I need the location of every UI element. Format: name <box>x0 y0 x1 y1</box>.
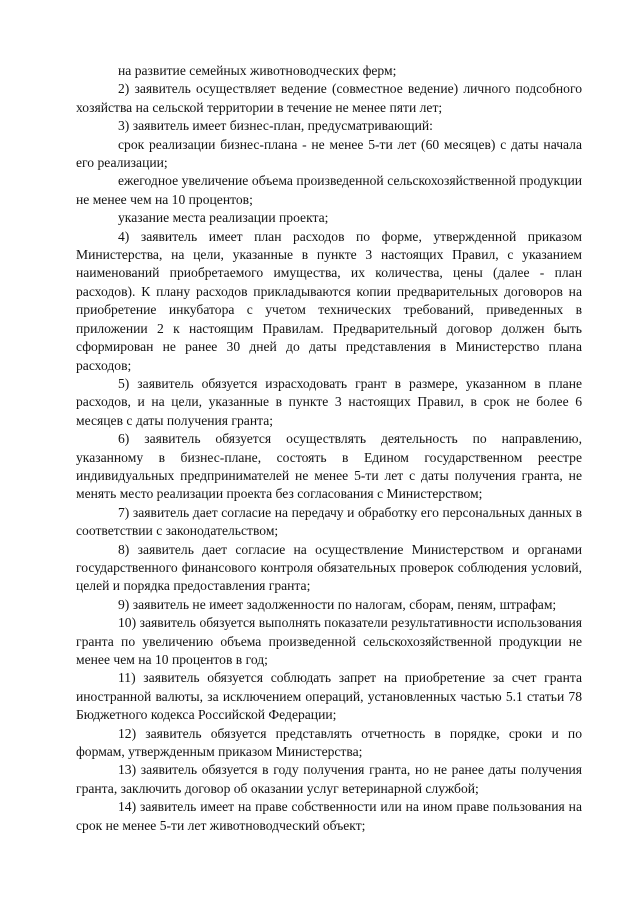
paragraph-item-9: 9) заявитель не имеет задолженности по налогам, сборам, пеням, штрафам; <box>118 596 557 612</box>
paragraph-subitem-increase: ежегодное увеличение объема произведенной сельскохозяйственной продукции не менее чем на 10 процентов; <box>76 173 582 207</box>
paragraph-item-3: 3) заявитель имеет бизнес-план, предусматривающий: <box>118 118 433 134</box>
paragraph-item-7: 7) заявитель дает согласие на передачу и обработку его персональных данных в соответствии с законодательством; <box>76 504 582 539</box>
paragraph-item-12: 12) заявитель обязуется представлять отчетность в порядке, сроки и по формам, утвержденным приказом Министерства; <box>76 725 582 760</box>
paragraph-item-2: 2) заявитель осуществляет ведение (совместное ведение) личного подсобного хозяйства на сельской территории в течение не менее пяти лет; <box>76 81 582 115</box>
paragraph-item-11: 11) заявитель обязуется соблюдать запрет на приобретение за счет гранта иностранной валюты, за исключением операций, установленных частью 5.1 статьи 78 Бюджетного кодекса Российской Федерации; <box>76 670 582 723</box>
paragraph-subitem-term: срок реализации бизнес-плана - не менее 5-ти лет (60 месяцев) с даты начала его реализации; <box>76 136 582 171</box>
document-page <box>76 62 582 835</box>
paragraph-item-8: 8) заявитель дает согласие на осуществление Министерством и органами государственного финансового контроля обязательных проверок соблюдения условий, целей и порядка предоставления гранта; <box>76 541 582 594</box>
paragraph-item-6: 6) заявитель обязуется осуществлять деятельность по направлению, указанному в бизнес-плане, состоять в Едином государственном реестре индивидуальных предпринимателей не менее 5-ти лет с даты получения гранта, не менять место реализации проекта без согласования с Министерством; <box>76 431 582 502</box>
paragraph-item-5: 5) заявитель обязуется израсходовать грант в размере, указанном в плане расходов, и на цели, указанные в пункте 3 настоящих Правил, в срок не более 6 месяцев с даты получения гранта; <box>76 375 582 428</box>
paragraph-subitem-location: указание места реализации проекта; <box>118 210 329 226</box>
paragraph-item-13: 13) заявитель обязуется в году получения гранта, но не ранее даты получения гранта, заключить договор об оказании услуг ветеринарной службой; <box>76 762 582 796</box>
paragraph-continuation: на развитие семейных животноводческих ферм; <box>118 63 397 78</box>
paragraph-item-4: 4) заявитель имеет план расходов по форме, утвержденной приказом Министерства, на цели, указанные в пункте 3 настоящих Правил, с указанием наименований приобретаемого имущества, их количества, цены (далее - план расходов). К плану расходов прикладываются копии предварительных договоров на приобретение инкубатора с учетом технических требований, приведенных в приложении 2 к настоящим Правилам. Предварительный договор должен быть сформирован не ранее 30 дней до даты представления в Министерство плана расходов; <box>76 228 582 373</box>
paragraph-item-14: 14) заявитель имеет на праве собственности или на ином праве пользования на срок не менее 5-ти лет животноводческий объект; <box>76 799 582 833</box>
paragraph-item-10: 10) заявитель обязуется выполнять показатели результативности использования гранта по увеличению объема произведенной сельскохозяйственной продукции не менее чем на 10 процентов в год; <box>76 615 582 667</box>
